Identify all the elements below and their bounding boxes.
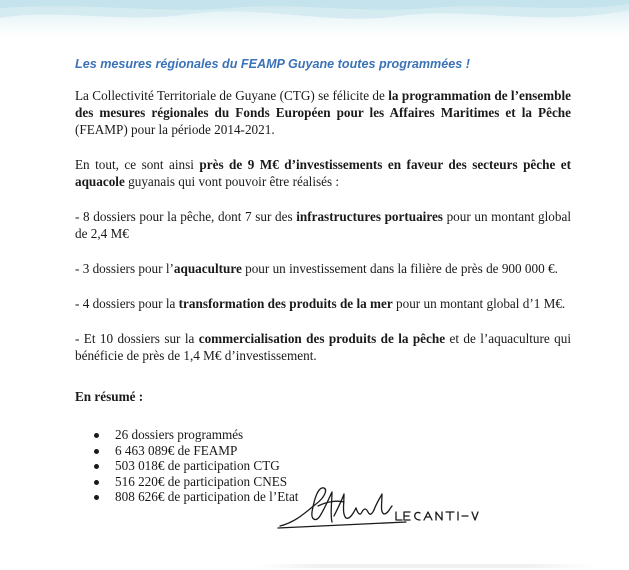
footer-faint-line bbox=[255, 564, 595, 568]
item4-text-2: et de l’aquaculture qui bénéficie de près de 1,4 M€ d’investissement. bbox=[75, 331, 571, 363]
dossier-item-peche bbox=[75, 208, 571, 242]
summary-item: 808 626€ de participation de l’Etat bbox=[103, 489, 571, 505]
item3-bold: transformation des produits de la mer bbox=[178, 296, 393, 311]
item4-bold: commercialisation des produits de la pêche bbox=[198, 331, 446, 346]
intro-paragraph bbox=[75, 87, 571, 138]
handwritten-signature bbox=[276, 482, 486, 538]
summary-item: 26 dossiers programmés bbox=[103, 427, 571, 443]
summary-item: 503 018€ de participation CTG bbox=[103, 458, 571, 474]
item2-text-1: - 3 dossiers pour l’ bbox=[75, 261, 174, 276]
summary-item: 6 463 089€ de FEAMP bbox=[103, 443, 571, 459]
banner-wave-graphic bbox=[0, 0, 629, 36]
item4-text-1: - Et 10 dossiers sur la bbox=[75, 331, 199, 346]
summary-item: 516 220€ de participation CNES bbox=[103, 474, 571, 490]
intro-text-2: (FEAMP) pour la période 2014-2021. bbox=[75, 122, 275, 137]
investment-paragraph bbox=[75, 156, 571, 190]
intro-text-1: La Collectivité Territoriale de Guyane (CTG) se félicite de bbox=[75, 88, 389, 103]
summary-title: En résumé : bbox=[75, 389, 144, 404]
dossier-item-commercialisation bbox=[75, 330, 571, 364]
investment-bold: près de 9 M€ d’investissements en faveur des secteurs pêche et aquacole bbox=[75, 157, 572, 189]
investment-text-2: guyanais qui vont pouvoir être réalisés : bbox=[124, 174, 340, 189]
item2-text-2: pour un investissement dans la filière de près de 900 000 €. bbox=[241, 261, 558, 276]
item3-text-2: pour un montant global d’1 M€. bbox=[392, 296, 566, 311]
document-body bbox=[75, 56, 571, 505]
item3-text-1: - 4 dossiers pour la bbox=[75, 296, 179, 311]
header-banner bbox=[0, 0, 629, 36]
intro-bold: la programmation de l’ensemble des mesures régionales du Fonds Européen pour les Affaires Maritimes et la Pêche bbox=[75, 88, 571, 120]
item2-bold: aquaculture bbox=[173, 261, 242, 276]
item1-text-2: pour un montant global de 2,4 M€ bbox=[75, 209, 571, 241]
dossier-item-transformation bbox=[75, 295, 571, 312]
item1-text-1: - 8 dossiers pour la pêche, dont 7 sur des bbox=[75, 209, 297, 224]
investment-text-1: En tout, ce sont ainsi bbox=[75, 157, 200, 172]
dossier-item-aquaculture bbox=[75, 260, 571, 277]
item1-bold: infrastructures portuaires bbox=[296, 209, 443, 224]
document-heading: Les mesures régionales du FEAMP Guyane toutes programmées ! bbox=[75, 57, 470, 71]
